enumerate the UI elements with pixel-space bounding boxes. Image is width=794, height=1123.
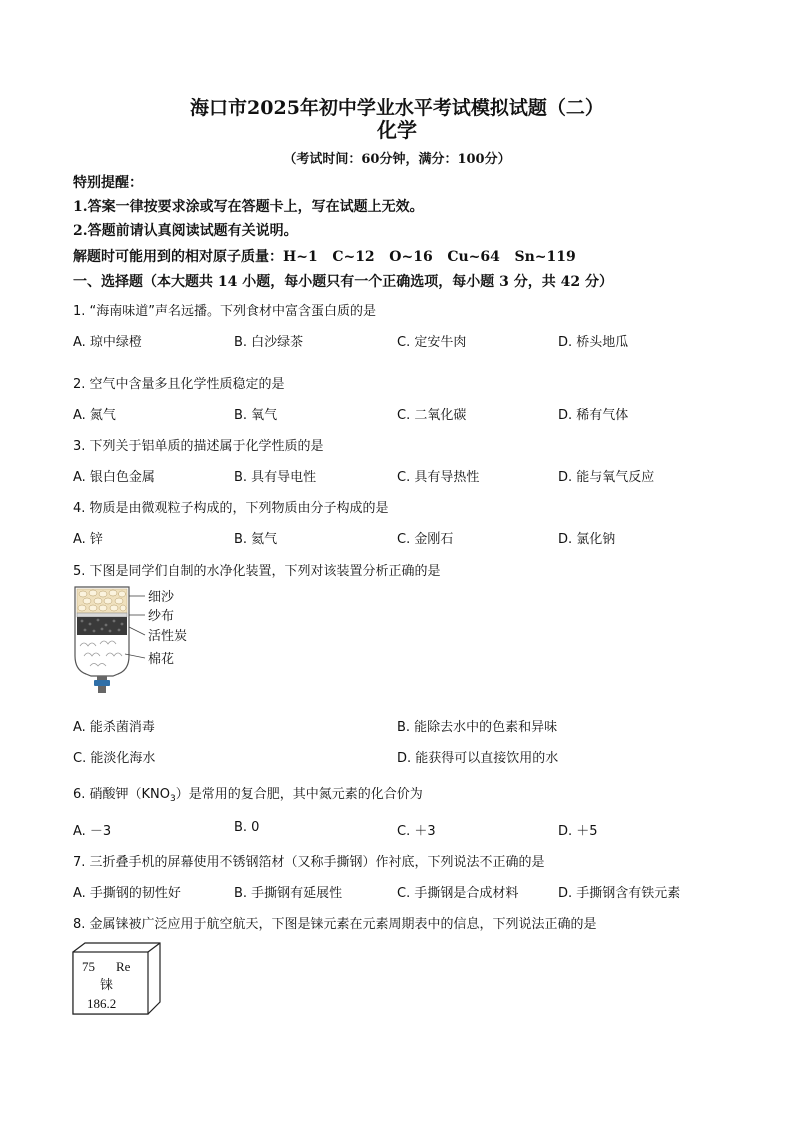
q3-option-b: B. 具有导电性 xyxy=(234,470,317,485)
q2-option-b: B. 氧气 xyxy=(234,408,278,423)
atomic-mass: 186.2 xyxy=(87,996,117,1011)
notes-heading: 特别提醒： xyxy=(73,175,143,191)
exam-title: 海口市2025年初中学业水平考试模拟试题（二） xyxy=(190,97,604,119)
element-symbol: Re xyxy=(116,959,131,974)
carbon-layer xyxy=(77,617,127,635)
note-item-1: 1.答案一律按要求涂或写在答题卡上，写在试题上无效。 xyxy=(73,199,424,215)
q7-option-c: C. 手撕钢是合成材料 xyxy=(397,886,519,901)
element-cell-figure xyxy=(70,940,165,1018)
question-4-stem: 4. 物质是由微观粒子构成的，下列物质由分子构成的是 xyxy=(73,501,389,516)
label-cotton: 棉花 xyxy=(148,652,175,667)
q1-option-d: D. 桥头地瓜 xyxy=(558,335,629,350)
atomic-masses: 解题时可能用到的相对原子质量：H~1 C~12 O~16 Cu~64 Sn~119 xyxy=(73,249,576,265)
question-3-stem: 3. 下列关于铝单质的描述属于化学性质的是 xyxy=(73,439,324,454)
q1-option-b: B. 白沙绿茶 xyxy=(234,335,304,350)
question-6-stem xyxy=(73,783,423,804)
element-name: 铼 xyxy=(100,978,114,993)
q2-option-c: C. 二氧化碳 xyxy=(397,408,467,423)
q3-option-d: D. 能与氧气反应 xyxy=(558,470,655,485)
q1-option-a: A. 琼中绿橙 xyxy=(73,335,142,350)
q1-option-c: C. 定安牛肉 xyxy=(397,335,467,350)
valve xyxy=(94,680,110,686)
label-gauze: 纱布 xyxy=(148,609,175,624)
q5-option-c: C. 能淡化海水 xyxy=(73,751,156,766)
q6-option-c: C. ＋3 xyxy=(397,824,436,839)
q3-option-c: C. 具有导热性 xyxy=(397,470,480,485)
q5-option-a: A. 能杀菌消毒 xyxy=(73,720,155,735)
q5-option-d: D. 能获得可以直接饮用的水 xyxy=(397,751,559,766)
question-7-stem: 7. 三折叠手机的屏幕使用不锈钢箔材（又称手撕钢）作衬底，下列说法不正确的是 xyxy=(73,855,545,870)
q7-option-b: B. 手撕钢有延展性 xyxy=(234,886,343,901)
label-activated-carbon: 活性炭 xyxy=(148,629,188,644)
q4-option-c: C. 金刚石 xyxy=(397,532,454,547)
label-fine-sand: 细沙 xyxy=(148,590,175,605)
q6-stem-subscript: 3 xyxy=(170,794,176,804)
q6-stem-part-2: ）是常用的复合肥，其中氮元素的化合价为 xyxy=(175,787,423,802)
q4-option-a: A. 锌 xyxy=(73,532,103,547)
note-item-2: 2.答题前请认真阅读试题有关说明。 xyxy=(73,223,298,239)
q4-option-d: D. 氯化钠 xyxy=(558,532,616,547)
q3-option-a: A. 银白色金属 xyxy=(73,470,155,485)
section-heading: 一、选择题（本大题共 14 小题，每小题只有一个正确选项，每小题 3 分，共 42 分） xyxy=(73,274,613,290)
q6-option-a: A. －3 xyxy=(73,824,112,839)
question-2-stem: 2. 空气中含量多且化学性质稳定的是 xyxy=(73,377,285,392)
q2-option-d: D. 稀有气体 xyxy=(558,408,629,423)
q6-option-b: B. 0 xyxy=(234,820,260,835)
question-5-stem: 5. 下图是同学们自制的水净化装置，下列对该装置分析正确的是 xyxy=(73,564,441,579)
q6-option-d: D. ＋5 xyxy=(558,824,598,839)
q4-option-b: B. 氦气 xyxy=(234,532,278,547)
water-purifier-figure xyxy=(70,584,200,702)
subject-title: 化学 xyxy=(377,118,417,142)
atomic-number: 75 xyxy=(82,959,95,974)
gauze-layer xyxy=(77,613,127,617)
q6-stem-part-1: 6. 硝酸钾（KNO xyxy=(73,787,171,802)
exam-info: （考试时间：60分钟，满分：100分） xyxy=(283,152,511,167)
question-8-stem: 8. 金属铼被广泛应用于航空航天，下图是铼元素在元素周期表中的信息，下列说法正确的是 xyxy=(73,917,597,932)
q7-option-a: A. 手撕钢的韧性好 xyxy=(73,886,181,901)
q5-option-b: B. 能除去水中的色素和异味 xyxy=(397,720,558,735)
q2-option-a: A. 氮气 xyxy=(73,408,116,423)
q7-option-d: D. 手撕钢含有铁元素 xyxy=(558,886,681,901)
question-1-stem: 1. “海南味道”声名远播。下列食材中富含蛋白质的是 xyxy=(73,304,377,319)
